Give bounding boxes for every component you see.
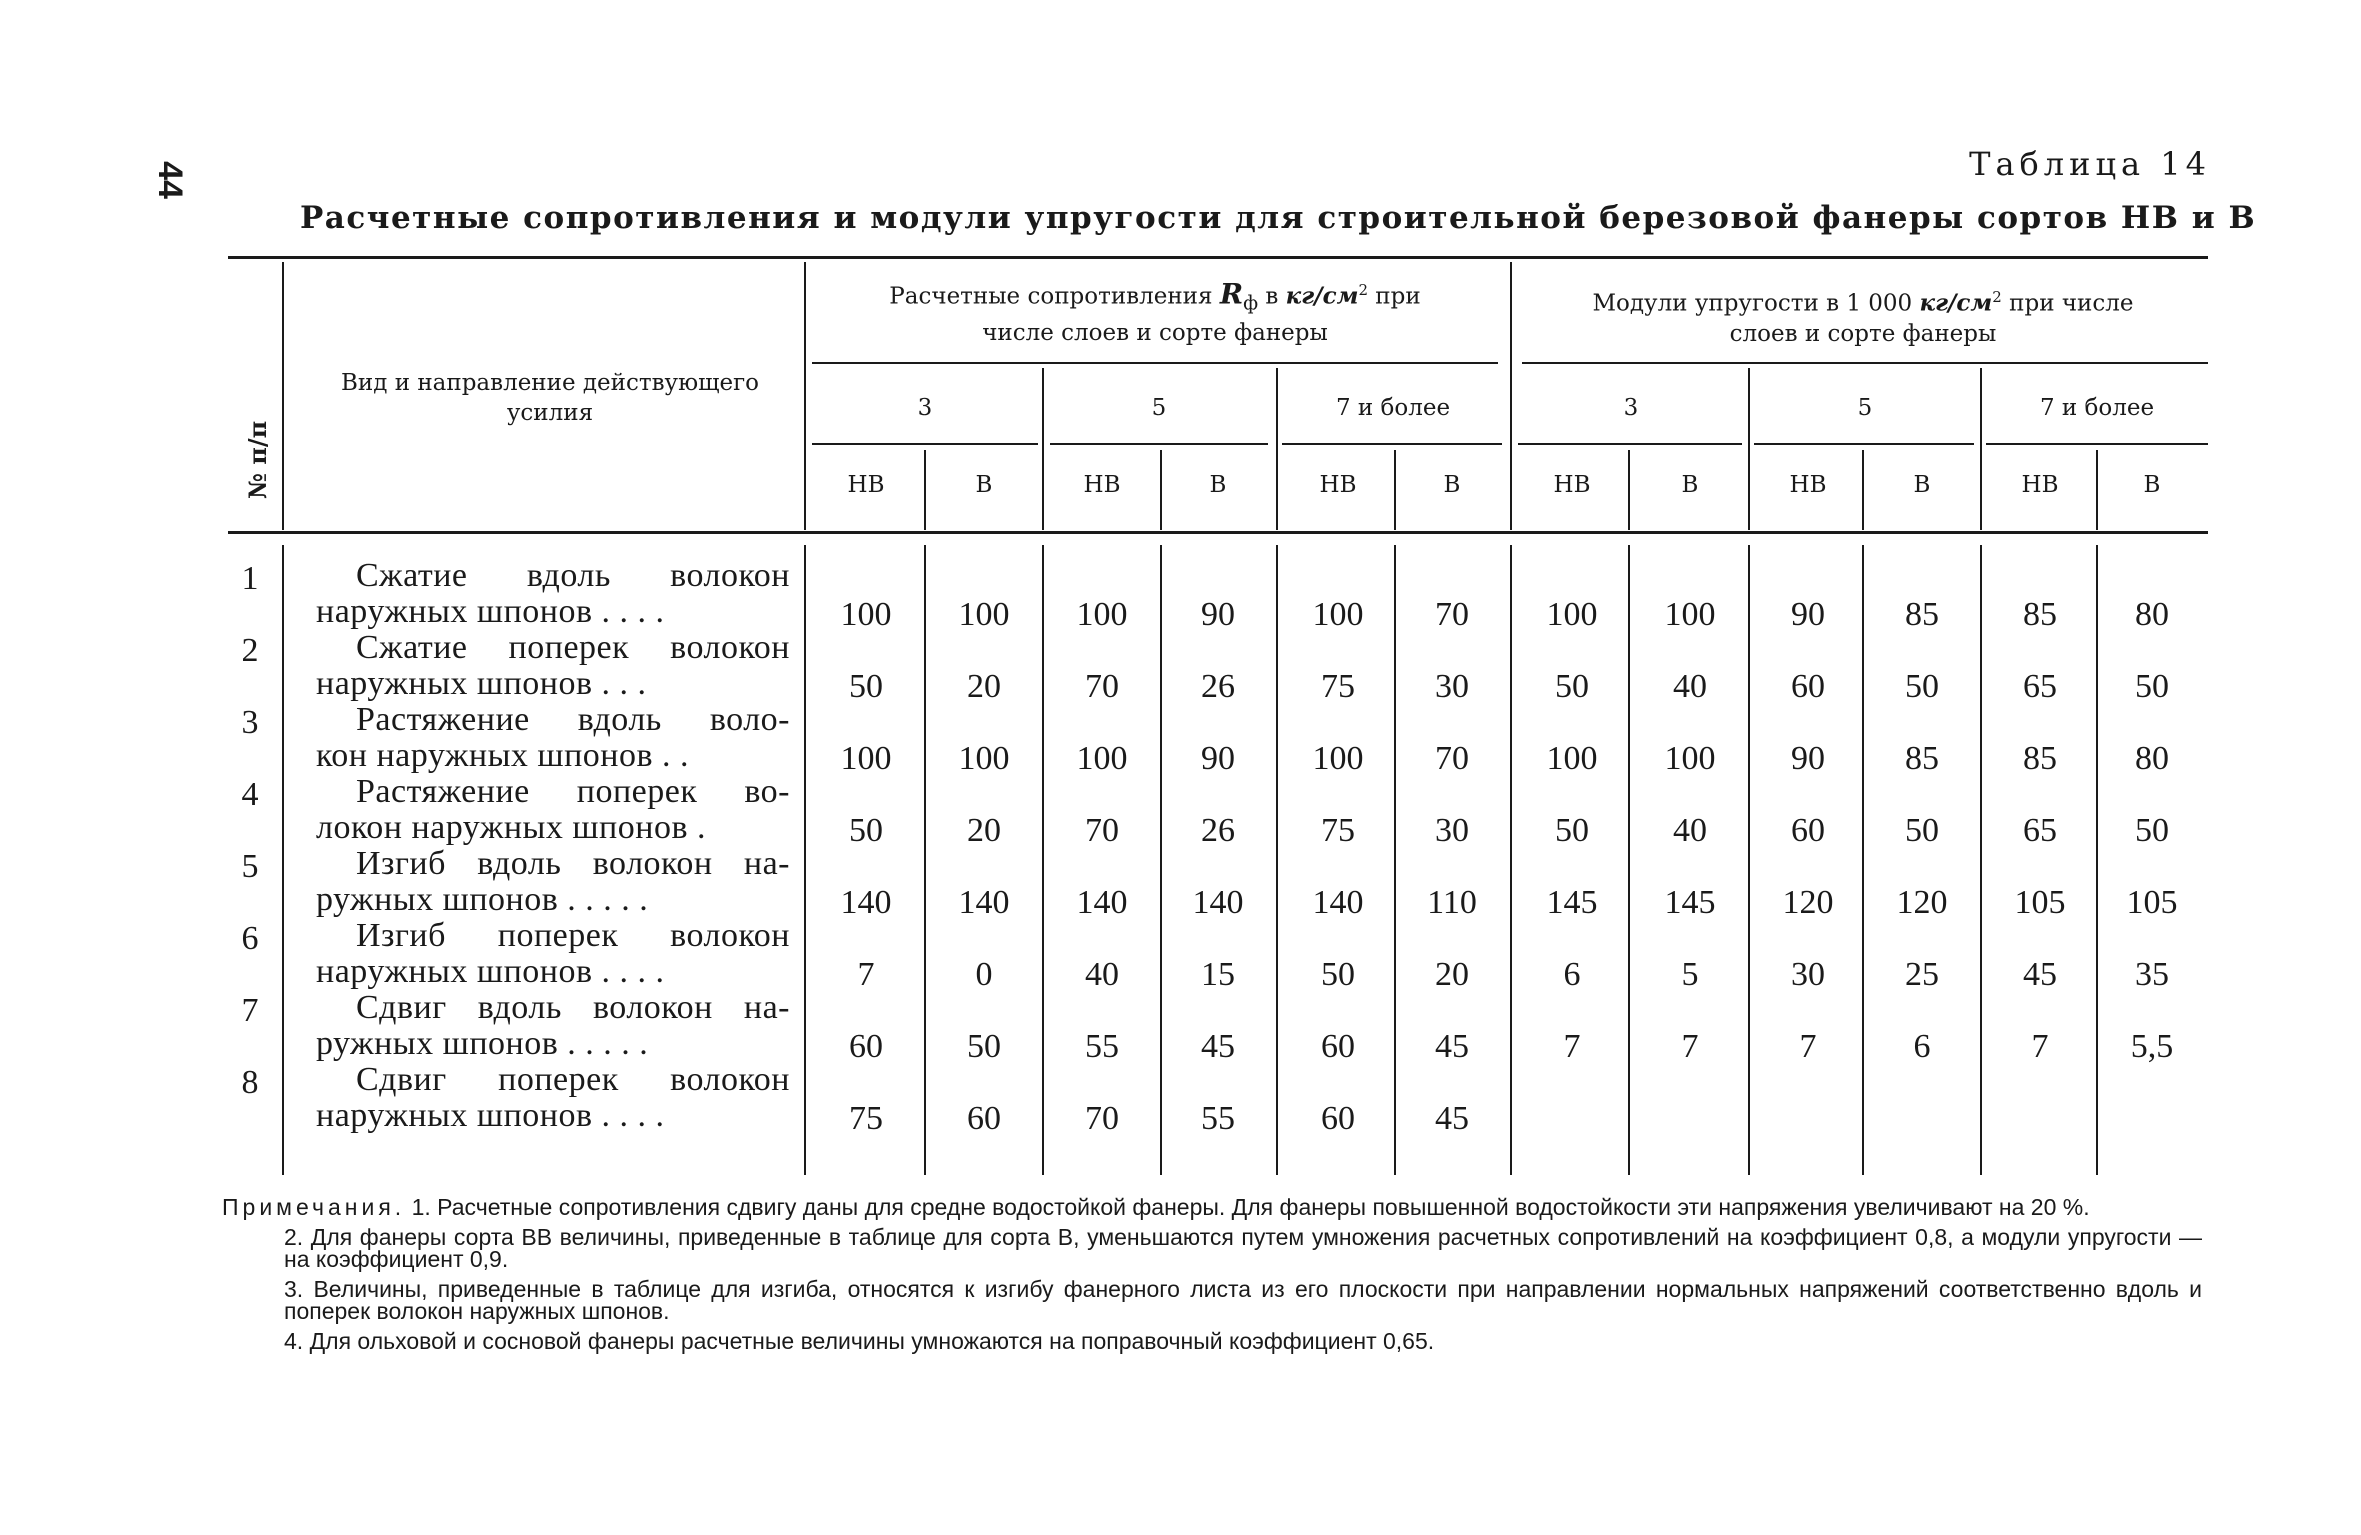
rule-layers-1: [812, 443, 1038, 445]
value-cell: 60: [1791, 668, 1825, 705]
value-cell: 105: [2014, 884, 2066, 921]
value-cell: 55: [1085, 1028, 1119, 1065]
rule-layers-3: [1282, 443, 1502, 445]
note-2: 2. Для фанеры сорта ВВ величины, приведенные в таблице для сорта В, уменьшаются путем умножения расчетных сопротивлений на коэффициент 0,8, а модули упругости — на коэффициент 0,9.: [284, 1224, 2202, 1272]
vline-l2-body: [1276, 545, 1278, 1175]
value-cell: 90: [1791, 596, 1825, 633]
value-cell: 50: [1321, 956, 1355, 993]
force-description: [316, 774, 790, 846]
force-description-line1: Растяжение вдоль воло-: [356, 701, 790, 738]
value-cell: 70: [1085, 668, 1119, 705]
vline-g1: [924, 450, 926, 530]
value-cell: 40: [1673, 812, 1707, 849]
vline-g4: [1628, 450, 1630, 530]
value-cell: 20: [967, 668, 1001, 705]
value-cell: 145: [1546, 884, 1598, 921]
grade-header: В: [1681, 472, 1699, 498]
force-description: [316, 558, 790, 630]
rule-group1: [812, 362, 1498, 364]
layer-header: 5: [1857, 395, 1873, 421]
group2-line2: слоев и сорте фанеры: [1729, 320, 1997, 347]
value-cell: 90: [1791, 740, 1825, 777]
group1-symbol: R: [1219, 277, 1244, 311]
row-number: 1: [241, 560, 259, 597]
vline-g2-body: [1160, 545, 1162, 1175]
layer-header: 7 и более: [2039, 395, 2155, 421]
force-description: [316, 990, 790, 1062]
table-label: Таблица 14: [1969, 145, 2211, 183]
value-cell: 6: [1563, 956, 1581, 993]
column-group-modulus: [1518, 282, 2208, 349]
vline-g5: [1862, 450, 1864, 530]
value-cell: 100: [1312, 740, 1364, 777]
force-description-line1: Сдвиг вдоль волокон на-: [356, 989, 790, 1026]
force-description: [316, 846, 790, 918]
group2-unit: кг/см: [1919, 289, 1993, 317]
vline-group: [1510, 262, 1512, 530]
vline-l5-body: [1980, 545, 1982, 1175]
value-cell: 140: [958, 884, 1010, 921]
value-cell: 6: [1913, 1028, 1931, 1065]
value-cell: 100: [958, 596, 1010, 633]
value-cell: 100: [958, 740, 1010, 777]
value-cell: 30: [1435, 812, 1469, 849]
value-cell: 7: [2031, 1028, 2049, 1065]
rule-layers-5: [1754, 443, 1974, 445]
column-group-resistance: [812, 275, 1498, 348]
row-number: 2: [241, 632, 259, 669]
column-header-number: № п/п: [243, 420, 272, 500]
vline-g6: [2096, 450, 2098, 530]
rule-top: [228, 256, 2208, 259]
value-cell: 7: [1681, 1028, 1699, 1065]
grade-header: В: [1209, 472, 1227, 498]
value-cell: 35: [2135, 956, 2169, 993]
grade-header: НВ: [2021, 472, 2059, 498]
vline-desc: [804, 262, 806, 530]
force-description: [316, 918, 790, 990]
grade-header: НВ: [1789, 472, 1827, 498]
value-cell: 26: [1201, 668, 1235, 705]
vline-group-body: [1510, 545, 1512, 1175]
value-cell: 60: [1321, 1100, 1355, 1137]
value-cell: 30: [1791, 956, 1825, 993]
rule-group2: [1522, 362, 2208, 364]
force-description-line2: ружных шпонов . . . . .: [316, 881, 649, 918]
value-cell: 145: [1664, 884, 1716, 921]
value-cell: 100: [1546, 596, 1598, 633]
vline-g3-body: [1394, 545, 1396, 1175]
value-cell: 75: [849, 1100, 883, 1137]
value-cell: 100: [1546, 740, 1598, 777]
value-cell: 80: [2135, 740, 2169, 777]
row-number: 7: [241, 992, 259, 1029]
value-cell: 50: [1555, 668, 1589, 705]
force-description-line1: Сжатие вдоль волокон: [356, 557, 790, 594]
value-cell: 60: [1791, 812, 1825, 849]
vline-g5-body: [1862, 545, 1864, 1175]
force-description-line2: наружных шпонов . . .: [316, 665, 647, 702]
note-4: 4. Для ольховой и сосновой фанеры расчетные величины умножаются на поправочный коэффициент 0,65.: [284, 1328, 1435, 1354]
note-1: [222, 1196, 2202, 1218]
value-cell: 50: [967, 1028, 1001, 1065]
group1-text-a: Расчетные сопротивления: [889, 283, 1220, 310]
layer-header: 3: [917, 395, 933, 421]
grade-header: В: [975, 472, 993, 498]
note-1-text: 1. Расчетные сопротивления сдвигу даны для средне водостойкой фанеры. Для фанеры повышенной водостойкости эти напряжения увеличивают на 20 %.: [411, 1194, 2090, 1220]
grade-header: НВ: [1083, 472, 1121, 498]
force-description: [316, 702, 790, 774]
value-cell: 40: [1673, 668, 1707, 705]
value-cell: 45: [2023, 956, 2057, 993]
vline-desc-body: [804, 545, 806, 1175]
force-description-line2: наружных шпонов . . . .: [316, 1097, 665, 1134]
value-cell: 120: [1782, 884, 1834, 921]
rule-layers-6: [1986, 443, 2208, 445]
force-description: [316, 630, 790, 702]
grade-header: В: [1443, 472, 1461, 498]
group1-text-b: в: [1258, 283, 1286, 310]
rule-header-bottom: [228, 531, 2208, 534]
value-cell: 140: [840, 884, 892, 921]
group2-text-b: при числе: [2001, 290, 2134, 317]
value-cell: 60: [967, 1100, 1001, 1137]
value-cell: 7: [857, 956, 875, 993]
value-cell: 105: [2126, 884, 2178, 921]
value-cell: 40: [1085, 956, 1119, 993]
vline-g4-body: [1628, 545, 1630, 1175]
table-title: Расчетные сопротивления и модули упругости для строительной березовой фанеры сортов НВ и В: [300, 200, 2257, 236]
vline-l2: [1276, 368, 1278, 530]
value-cell: 100: [840, 740, 892, 777]
page-number: 44: [151, 161, 189, 199]
force-description-line1: Сдвиг поперек волокон: [356, 1061, 790, 1098]
force-description-line2: наружных шпонов . . . .: [316, 593, 665, 630]
vline-l4-body: [1748, 545, 1750, 1175]
value-cell: 70: [1435, 740, 1469, 777]
value-cell: 70: [1085, 812, 1119, 849]
value-cell: 120: [1896, 884, 1948, 921]
row-number: 5: [241, 848, 259, 885]
value-cell: 25: [1905, 956, 1939, 993]
group2-unit-power: 2: [1992, 288, 2002, 306]
group1-subscript: ф: [1243, 291, 1259, 315]
value-cell: 100: [1312, 596, 1364, 633]
row-number: 4: [241, 776, 259, 813]
layer-header: 5: [1151, 395, 1167, 421]
force-description-line1: Сжатие поперек волокон: [356, 629, 790, 666]
vline-l4: [1748, 368, 1750, 530]
value-cell: 50: [849, 668, 883, 705]
value-cell: 85: [1905, 740, 1939, 777]
grade-header: НВ: [1319, 472, 1357, 498]
vline-num: [282, 262, 284, 530]
value-cell: 85: [2023, 740, 2057, 777]
row-number: 8: [241, 1064, 259, 1101]
value-cell: 7: [1563, 1028, 1581, 1065]
force-description-line2: локон наружных шпонов .: [316, 809, 706, 846]
group2-text-a: Модули упругости в 1 000: [1592, 290, 1920, 317]
value-cell: 100: [1664, 596, 1716, 633]
value-cell: 140: [1312, 884, 1364, 921]
value-cell: 45: [1435, 1100, 1469, 1137]
force-description-line2: ружных шпонов . . . . .: [316, 1025, 649, 1062]
force-description-line1: Растяжение поперек во-: [356, 773, 790, 810]
value-cell: 30: [1435, 668, 1469, 705]
column-header-force: Вид и направление действующего усилия: [340, 370, 759, 426]
value-cell: 50: [849, 812, 883, 849]
value-cell: 65: [2023, 812, 2057, 849]
value-cell: 60: [1321, 1028, 1355, 1065]
value-cell: 15: [1201, 956, 1235, 993]
value-cell: 80: [2135, 596, 2169, 633]
vline-l5: [1980, 368, 1982, 530]
value-cell: 50: [1555, 812, 1589, 849]
value-cell: 65: [2023, 668, 2057, 705]
grade-header: В: [1913, 472, 1931, 498]
vline-g1-body: [924, 545, 926, 1175]
force-description-line2: кон наружных шпонов . .: [316, 737, 690, 774]
vline-l1: [1042, 368, 1044, 530]
value-cell: 90: [1201, 596, 1235, 633]
vline-l1-body: [1042, 545, 1044, 1175]
group1-text-c: при: [1368, 283, 1421, 310]
value-cell: 50: [2135, 812, 2169, 849]
value-cell: 0: [975, 956, 993, 993]
force-description: [316, 1062, 790, 1134]
value-cell: 100: [1664, 740, 1716, 777]
note-3: 3. Величины, приведенные в таблице для изгиба, относятся к изгибу фанерного листа из его плоскости при направлении нормальных напряжений соответственно вдоль и поперек волокон наружных шпонов.: [284, 1276, 2202, 1324]
value-cell: 140: [1192, 884, 1244, 921]
value-cell: 100: [1076, 740, 1128, 777]
value-cell: 100: [840, 596, 892, 633]
force-description-line2: наружных шпонов . . . .: [316, 953, 665, 990]
value-cell: 55: [1201, 1100, 1235, 1137]
value-cell: 5,5: [2130, 1028, 2174, 1065]
value-cell: 26: [1201, 812, 1235, 849]
layer-header: 3: [1623, 395, 1639, 421]
value-cell: 60: [849, 1028, 883, 1065]
row-number: 6: [241, 920, 259, 957]
vline-g3: [1394, 450, 1396, 530]
value-cell: 50: [1905, 812, 1939, 849]
value-cell: 90: [1201, 740, 1235, 777]
value-cell: 20: [967, 812, 1001, 849]
value-cell: 75: [1321, 668, 1355, 705]
grade-header: НВ: [1553, 472, 1591, 498]
value-cell: 85: [1905, 596, 1939, 633]
table-notes: [222, 1196, 2202, 1360]
row-number: 3: [241, 704, 259, 741]
value-cell: 45: [1201, 1028, 1235, 1065]
force-description-line1: Изгиб вдоль волокон на-: [356, 845, 790, 882]
group1-unit-power: 2: [1358, 281, 1368, 299]
value-cell: 100: [1076, 596, 1128, 633]
value-cell: 50: [1905, 668, 1939, 705]
group1-line2: числе слоев и сорте фанеры: [982, 320, 1328, 347]
value-cell: 140: [1076, 884, 1128, 921]
value-cell: 70: [1085, 1100, 1119, 1137]
value-cell: 45: [1435, 1028, 1469, 1065]
rule-layers-2: [1050, 443, 1268, 445]
layer-header: 7 и более: [1335, 395, 1451, 421]
value-cell: 75: [1321, 812, 1355, 849]
vline-g6-body: [2096, 545, 2098, 1175]
value-cell: 110: [1427, 884, 1477, 921]
group1-unit: кг/см: [1285, 282, 1359, 310]
value-cell: 85: [2023, 596, 2057, 633]
value-cell: 20: [1435, 956, 1469, 993]
value-cell: 70: [1435, 596, 1469, 633]
force-description-line1: Изгиб поперек волокон: [356, 917, 790, 954]
rule-layers-4: [1518, 443, 1742, 445]
notes-heading: Примечания.: [222, 1194, 406, 1220]
value-cell: 50: [2135, 668, 2169, 705]
value-cell: 7: [1799, 1028, 1817, 1065]
value-cell: 5: [1681, 956, 1699, 993]
vline-g2: [1160, 450, 1162, 530]
vline-num-body: [282, 545, 284, 1175]
grade-header: НВ: [847, 472, 885, 498]
grade-header: В: [2143, 472, 2161, 498]
